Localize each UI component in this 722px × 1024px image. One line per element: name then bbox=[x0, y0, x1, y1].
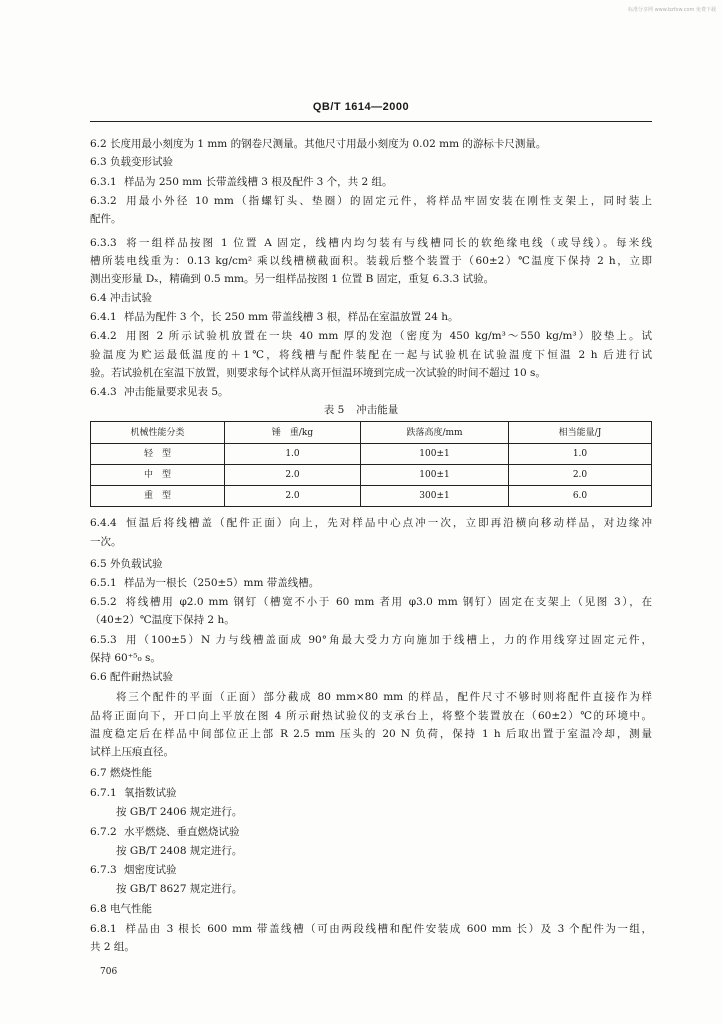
line-text: 品将正面向下，开口向上平放在图 4 所示耐热试验仪的支承台上，将整个装置放在（60±2）℃的环境中。 bbox=[90, 710, 652, 722]
clause-number: 6.3.3 bbox=[90, 237, 117, 249]
line-text: （40±2）℃温度下保持 2 h。 bbox=[90, 614, 235, 626]
line-text: 槽所装电线重为：0.13 kg/cm² 乘以线槽横截面积。装载后整个装置于（60±2）℃温度下保持 2 h，立即 bbox=[90, 255, 652, 267]
table-row bbox=[91, 465, 652, 486]
table-cell: 1.0 bbox=[509, 444, 652, 465]
line-text: 恒温后将线槽盖（配件正面）向上，先对样品中心点冲一次，立即再沿横向移动样品，对边缘冲 bbox=[124, 517, 652, 529]
clause-number: 6.2 bbox=[90, 138, 107, 150]
line-text: 试样上压痕直径。 bbox=[90, 746, 174, 758]
text-line bbox=[90, 254, 652, 268]
table-cell: 100±1 bbox=[361, 444, 509, 465]
clause-number: 6.8 bbox=[90, 903, 107, 915]
column-header: 锤 重/kg bbox=[225, 422, 361, 444]
text-line bbox=[90, 385, 652, 399]
line-text: 用（100±5）N 力与线槽盖面成 90°角最大受力方向施加于线槽上，力的作用线穿过固定元件， bbox=[124, 634, 652, 646]
table-cell: 2.0 bbox=[509, 465, 652, 486]
text-line bbox=[90, 709, 652, 723]
line-text: 烟密度试验 bbox=[124, 864, 177, 876]
text-line bbox=[116, 805, 652, 819]
text-line bbox=[90, 329, 652, 343]
table-cell: 100±1 bbox=[361, 465, 509, 486]
table-header-row bbox=[91, 422, 652, 444]
line-text: 将一组样品按图 1 位置 A 固定，线槽内均匀装有与线槽同长的软绝缘电线（或导线）。每米线 bbox=[124, 237, 652, 249]
text-line bbox=[90, 595, 652, 609]
clause-number: 6.5.1 bbox=[90, 577, 117, 589]
line-text: 冲击能量要求见表 5。 bbox=[124, 386, 229, 398]
clause-number: 6.4.4 bbox=[90, 517, 117, 529]
line-text: 样品为配件 3 个，长 250 mm 带盖线槽 3 根，样品在室温放置 24 h。 bbox=[124, 311, 459, 323]
line-text: 样品由 3 根长 600 mm 带盖线槽（可由两段线槽和配件安装成 600 mm 长）及 3 个配件为一组， bbox=[124, 923, 652, 935]
column-header: 相当能量/J bbox=[509, 422, 652, 444]
column-header: 机械性能分类 bbox=[91, 422, 225, 444]
text-line bbox=[90, 291, 652, 305]
line-text: 按 GB/T 8627 规定进行。 bbox=[116, 883, 243, 895]
text-line bbox=[90, 825, 652, 839]
line-text: 长度用最小刻度为 1 mm 的钢卷尺测量。其他尺寸用最小刻度为 0.02 mm 的游标卡尺测量。 bbox=[110, 138, 547, 150]
page-header: QB/T 1614—2000 bbox=[312, 101, 410, 113]
table-cell: 300±1 bbox=[361, 486, 509, 507]
page-number: 706 bbox=[100, 967, 118, 977]
table-row bbox=[91, 486, 652, 507]
line-text: 保持 60⁺⁵₀ s。 bbox=[90, 652, 161, 664]
text-line bbox=[90, 786, 652, 800]
line-text: 燃烧性能 bbox=[110, 767, 152, 779]
clause-number: 6.5 bbox=[90, 558, 107, 570]
clause-number: 6.5.2 bbox=[90, 596, 117, 608]
line-text: 外负载试验 bbox=[110, 558, 163, 570]
text-line bbox=[90, 155, 652, 169]
clause-number: 6.7.1 bbox=[90, 787, 117, 799]
text-line bbox=[90, 212, 652, 226]
clause-number: 6.4.3 bbox=[90, 386, 117, 398]
line-text: 负载变形试验 bbox=[110, 156, 173, 168]
text-line bbox=[116, 844, 652, 858]
text-line bbox=[90, 516, 652, 530]
line-text: 样品为 250 mm 长带盖线槽 3 根及配件 3 个，共 2 组。 bbox=[124, 176, 393, 188]
table-caption bbox=[0, 403, 722, 417]
line-text: 用图 2 所示试验机放置在一块 40 mm 厚的发泡（密度为 450 kg/m³～550 kg/m³）胶垫上。试 bbox=[124, 330, 652, 342]
text-line bbox=[90, 902, 652, 916]
text-line bbox=[90, 613, 652, 627]
text-line bbox=[90, 194, 652, 208]
text-line bbox=[90, 633, 652, 647]
clause-number: 6.8.1 bbox=[90, 923, 117, 935]
impact-energy-table bbox=[90, 421, 652, 507]
line-text: 电气性能 bbox=[110, 903, 152, 915]
clause-number: 6.4 bbox=[90, 292, 107, 304]
text-line bbox=[90, 651, 652, 665]
text-line bbox=[116, 882, 652, 896]
line-text: 按 GB/T 2406 规定进行。 bbox=[116, 806, 243, 818]
header-rule bbox=[90, 121, 652, 122]
line-text: 共 2 组。 bbox=[90, 941, 135, 953]
clause-number: 6.6 bbox=[90, 671, 107, 683]
text-line bbox=[116, 690, 652, 704]
text-line bbox=[90, 236, 652, 250]
text-line bbox=[90, 557, 652, 571]
table-cell: 重 型 bbox=[91, 486, 225, 507]
text-line bbox=[90, 940, 652, 954]
text-line bbox=[90, 745, 652, 759]
watermark: 标准分享网 www.bzfxw.com 免费下载 bbox=[628, 7, 716, 13]
clause-number: 6.7.3 bbox=[90, 864, 117, 876]
line-text: 氧指数试验 bbox=[124, 787, 177, 799]
text-line bbox=[90, 863, 652, 877]
text-line bbox=[90, 348, 652, 362]
text-line bbox=[90, 670, 652, 684]
text-line bbox=[90, 535, 652, 549]
text-line bbox=[90, 272, 652, 286]
table-caption-title: 冲击能量 bbox=[356, 404, 399, 416]
table-cell: 中 型 bbox=[91, 465, 225, 486]
line-text: 将线槽用 φ2.0 mm 钢钉（槽宽不小于 60 mm 者用 φ3.0 mm 钢钉）固定在支架上（见图 3），在 bbox=[124, 596, 652, 608]
line-text: 冲击试验 bbox=[110, 292, 152, 304]
line-text: 验。若试验机在室温下放置，则要求每个试样从离开恒温环境到完成一次试验的时间不超过 10 s。 bbox=[90, 367, 546, 379]
line-text: 验温度为贮运最低温度的＋1℃，将线槽与配件装配在一起与试验机在试验温度下恒温 2 h 后进行试 bbox=[90, 349, 652, 361]
line-text: 将三个配件的平面（正面）部分截成 80 mm×80 mm 的样品，配件尺寸不够时则将配件直接作为样 bbox=[116, 691, 652, 703]
line-text: 按 GB/T 2408 规定进行。 bbox=[116, 845, 243, 857]
line-text: 温度稳定后在样品中间部位正上部 R 2.5 mm 压头的 20 N 负荷，保持 1 h 后取出置于室温冷却，测量 bbox=[90, 728, 652, 740]
text-line bbox=[90, 922, 652, 936]
text-line bbox=[90, 175, 652, 189]
text-line bbox=[90, 310, 652, 324]
line-text: 用最小外径 10 mm（指螺钉头、垫圈）的固定元件，将样品牢固安装在刚性支架上，同时装上 bbox=[124, 195, 652, 207]
column-header: 跌落高度/mm bbox=[361, 422, 509, 444]
clause-number: 6.4.2 bbox=[90, 330, 117, 342]
table-cell: 2.0 bbox=[225, 465, 361, 486]
table-cell: 1.0 bbox=[225, 444, 361, 465]
clause-number: 6.3 bbox=[90, 156, 107, 168]
text-line bbox=[90, 137, 652, 151]
table-cell: 轻 型 bbox=[91, 444, 225, 465]
table-row bbox=[91, 444, 652, 465]
clause-number: 6.3.1 bbox=[90, 176, 117, 188]
text-line bbox=[90, 766, 652, 780]
text-line bbox=[90, 576, 652, 590]
line-text: 配件耐热试验 bbox=[110, 671, 173, 683]
clause-number: 6.7 bbox=[90, 767, 107, 779]
line-text: 测出变形量 Dₓ，精确到 0.5 mm。另一组样品按图 1 位置 B 固定，重复 6.3.3 试验。 bbox=[90, 273, 495, 285]
table-cell: 2.0 bbox=[225, 486, 361, 507]
text-line bbox=[90, 727, 652, 741]
clause-number: 6.3.2 bbox=[90, 195, 117, 207]
table-cell: 6.0 bbox=[509, 486, 652, 507]
text-line bbox=[90, 366, 652, 380]
line-text: 一次。 bbox=[90, 536, 122, 548]
line-text: 样品为一根长（250±5）mm 带盖线槽。 bbox=[124, 577, 320, 589]
clause-number: 6.7.2 bbox=[90, 826, 117, 838]
line-text: 配件。 bbox=[90, 213, 122, 225]
line-text: 水平燃烧、垂直燃烧试验 bbox=[124, 826, 240, 838]
table-caption-number: 表 5 bbox=[323, 404, 345, 416]
clause-number: 6.5.3 bbox=[90, 634, 117, 646]
clause-number: 6.4.1 bbox=[90, 311, 117, 323]
